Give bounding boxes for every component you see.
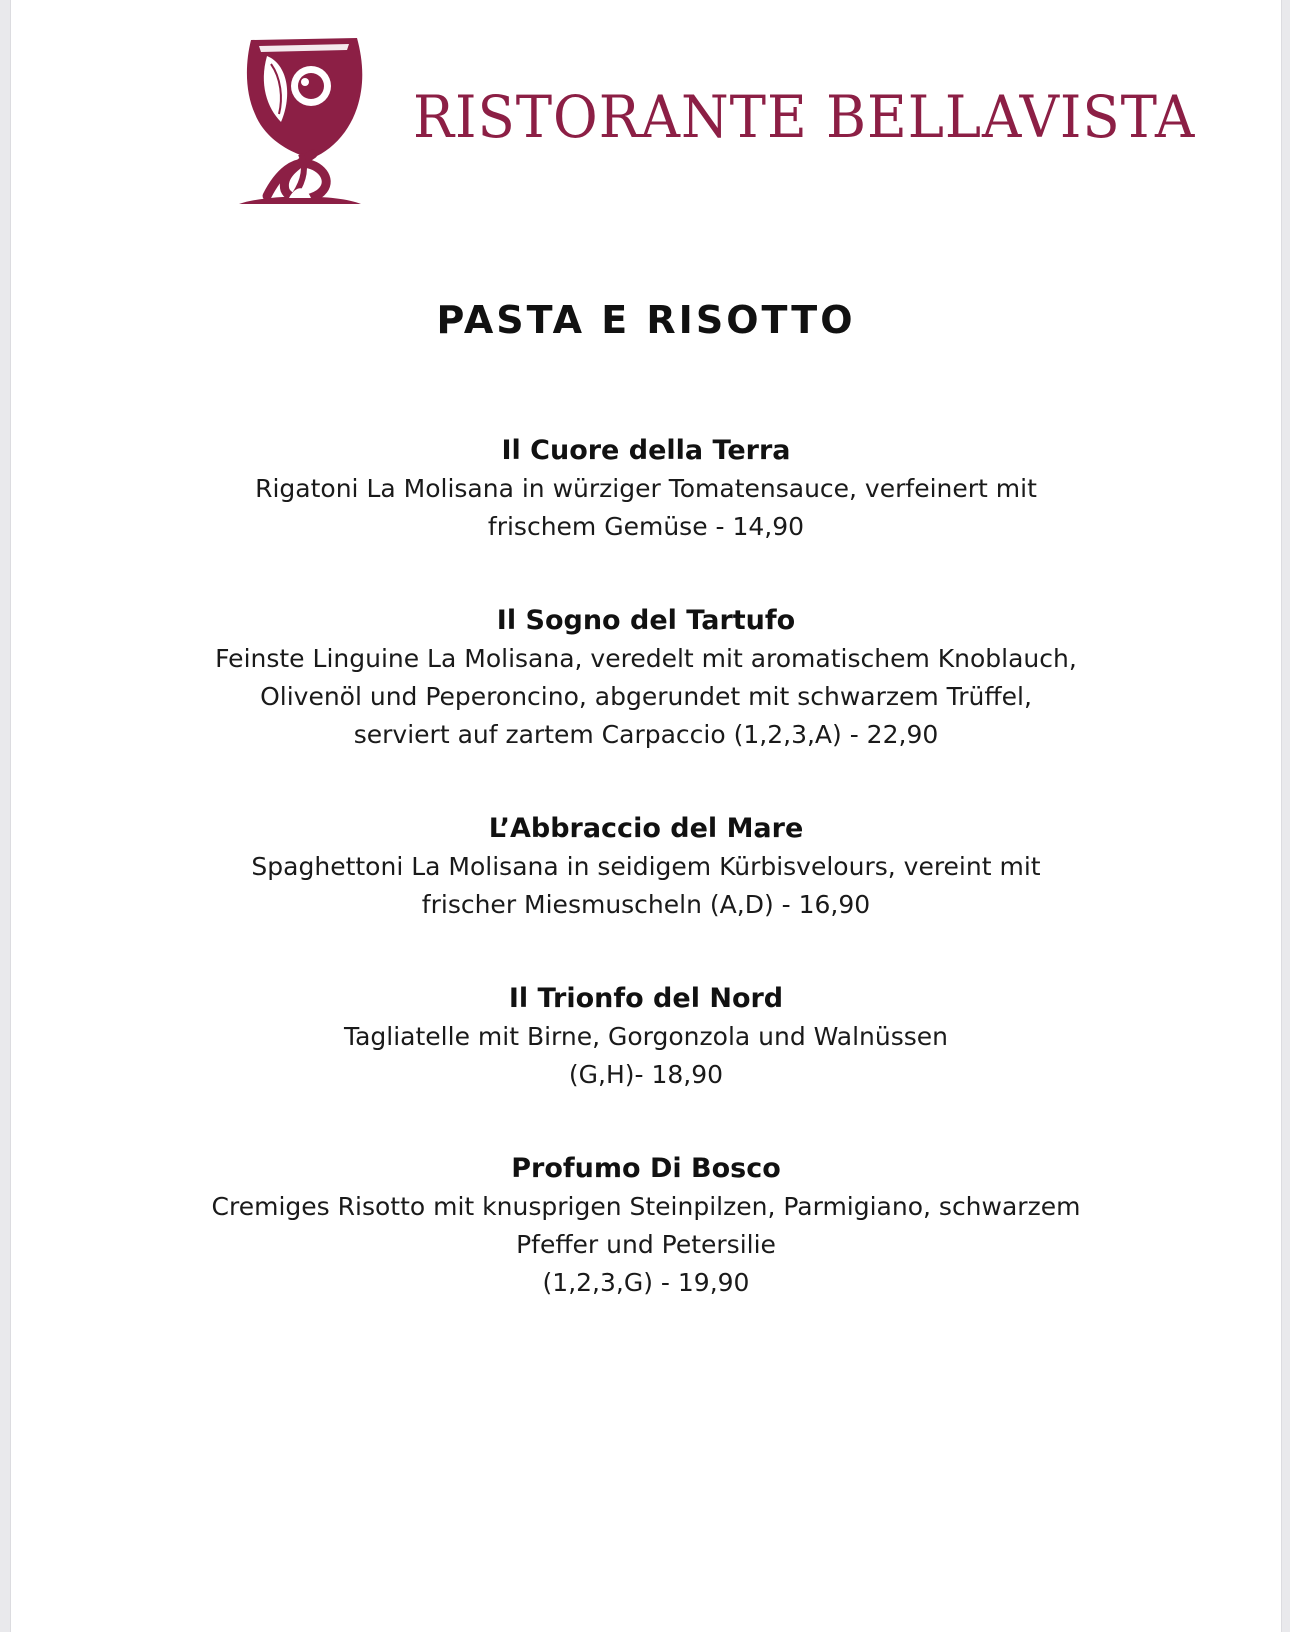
restaurant-name: RISTORANTE BELLAVISTA (413, 83, 1196, 151)
dish-description-line: Cremiges Risotto mit knusprigen Steinpilzen, Parmigiano, schwarzem (211, 1192, 1081, 1221)
dish-price-line: (1,2,3,G) - 19,90 (542, 1268, 750, 1297)
menu-item (11, 1150, 1281, 1302)
dish-description-line: Tagliatelle mit Birne, Gorgonzola und Walnüssen (343, 1022, 949, 1051)
dish-name: Il Sogno del Tartufo (496, 605, 796, 636)
menu-item (11, 432, 1281, 546)
dish-name: Profumo Di Bosco (511, 1153, 781, 1184)
menu-item (11, 602, 1281, 754)
wine-glass-logo-icon (237, 34, 377, 210)
dish-description-line: Rigatoni La Molisana in würziger Tomatensauce, verfeinert mit (255, 474, 1037, 503)
menu-item (11, 980, 1281, 1094)
menu-page (10, 0, 1282, 1632)
menu-item (11, 810, 1281, 924)
menu-list (11, 432, 1281, 1358)
dish-price-line: frischem Gemüse - 14,90 (487, 512, 805, 541)
dish-description-line: Feinste Linguine La Molisana, veredelt mit aromatischem Knoblauch, (215, 644, 1077, 673)
dish-price-line: serviert auf zartem Carpaccio (1,2,3,A) - 22,90 (353, 720, 939, 749)
dish-price-line: frischer Miesmuscheln (A,D) - 16,90 (421, 890, 871, 919)
dish-name: Il Trionfo del Nord (508, 983, 784, 1014)
dish-description-line: Olivenöl und Peperoncino, abgerundet mit schwarzem Trüffel, (260, 682, 1032, 711)
dish-description-line: Pfeffer und Petersilie (516, 1230, 776, 1259)
dish-name: L’Abbraccio del Mare (488, 813, 804, 844)
dish-description-line: Spaghettoni La Molisana in seidigem Kürbisvelours, vereint mit (251, 852, 1041, 881)
dish-name: Il Cuore della Terra (501, 435, 791, 466)
section-title: PASTA E RISOTTO (436, 298, 856, 342)
dish-price-line: (G,H)- 18,90 (568, 1060, 724, 1089)
